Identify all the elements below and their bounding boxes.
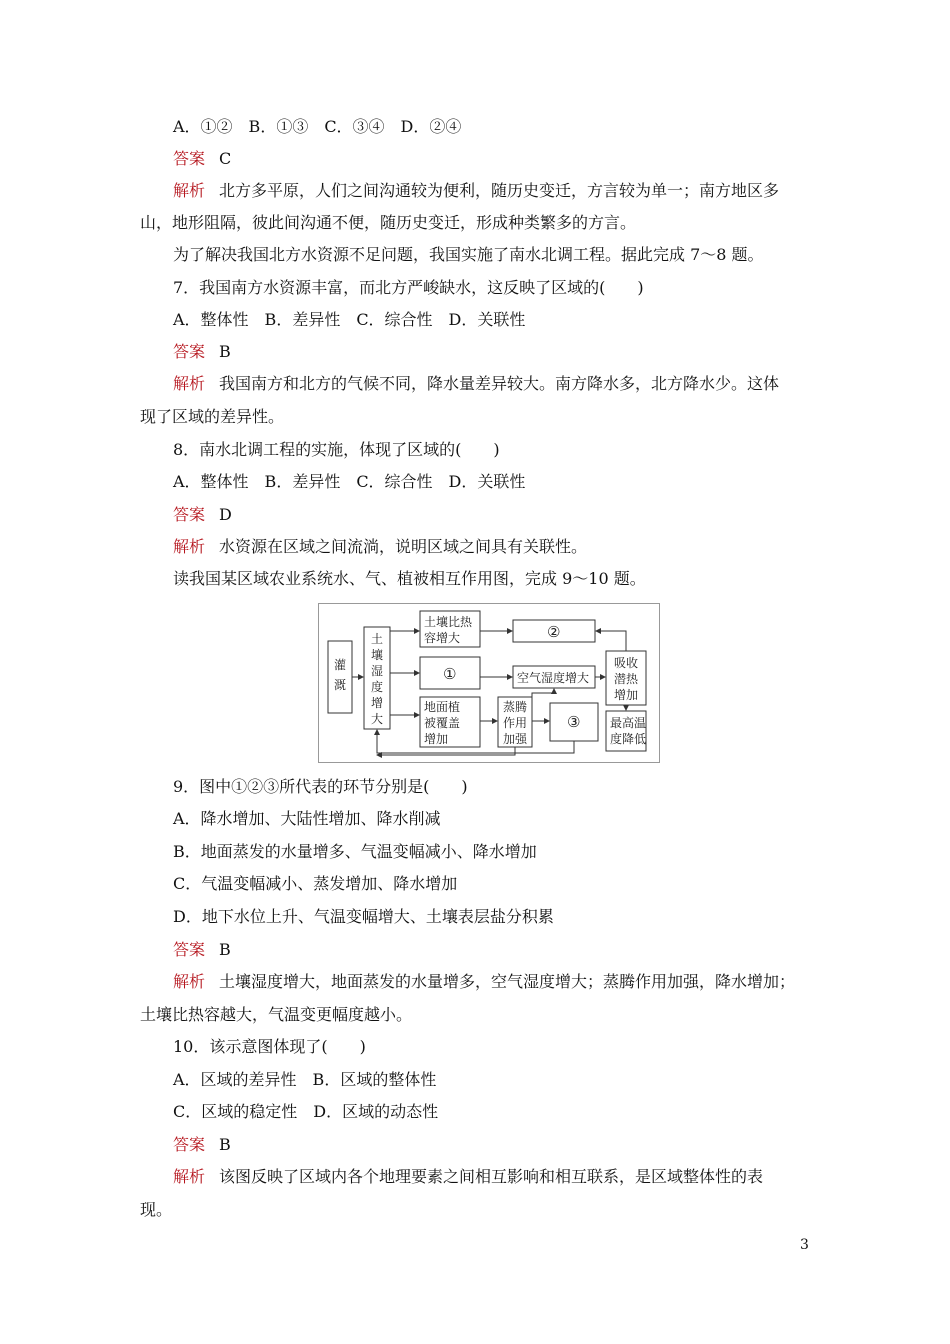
svg-text:增加: 增加 xyxy=(424,732,449,746)
q9-option-a: A．降水增加、大陆性增加、降水削减 xyxy=(173,809,441,828)
svg-text:吸收: 吸收 xyxy=(614,656,639,670)
circle-3: ③ xyxy=(567,713,581,731)
svg-text:土壤比热: 土壤比热 xyxy=(424,615,473,629)
answer-value: B xyxy=(219,342,231,361)
q10-stem: 10．该示意图体现了( ) xyxy=(173,1037,366,1056)
circle-2: ② xyxy=(547,623,561,641)
q9-answer xyxy=(173,940,231,960)
svg-text:容增大: 容增大 xyxy=(424,631,461,645)
q7-analysis xyxy=(173,374,779,394)
svg-text:溉: 溉 xyxy=(334,678,347,692)
svg-text:度: 度 xyxy=(371,680,384,694)
analysis-text: 水资源在区域之间流淌，说明区域之间具有关联性。 xyxy=(219,537,588,556)
svg-text:作用: 作用 xyxy=(503,716,528,730)
q7-analysis-cont: 现了区域的差异性。 xyxy=(140,407,285,426)
svg-text:地面植: 地面植 xyxy=(424,700,461,714)
q9-stem: 9．图中①②③所代表的环节分别是( ) xyxy=(173,777,468,796)
analysis-label: 解析 xyxy=(173,1167,206,1186)
q9-option-b: B．地面蒸发的水量增多、气温变幅减小、降水增加 xyxy=(173,842,537,861)
q7-answer xyxy=(173,342,231,362)
label-air-humidity: 空气湿度增大 xyxy=(517,671,590,685)
q6-analysis-cont: 山，地形阻隔，彼此间沟通不便，随历史变迁，形成种类繁多的方言。 xyxy=(140,213,637,232)
q7-options: A．整体性 B．差异性 C．综合性 D．关联性 xyxy=(173,310,526,329)
svg-text:加强: 加强 xyxy=(503,732,528,746)
answer-label: 答案 xyxy=(173,149,206,168)
q7-stem: 7．我国南方水资源丰富，而北方严峻缺水，这反映了区域的( ) xyxy=(173,278,644,297)
svg-text:增加: 增加 xyxy=(614,688,639,702)
analysis-label: 解析 xyxy=(173,972,206,991)
circle-1: ① xyxy=(443,665,457,683)
svg-text:被覆盖: 被覆盖 xyxy=(424,716,461,730)
svg-text:潜热: 潜热 xyxy=(614,672,639,686)
answer-label: 答案 xyxy=(173,342,206,361)
answer-label: 答案 xyxy=(173,940,206,959)
analysis-label: 解析 xyxy=(173,537,206,556)
analysis-text: 土壤湿度增大，地面蒸发的水量增多，空气湿度增大；蒸腾作用加强，降水增加； xyxy=(219,972,796,991)
q8-analysis xyxy=(173,537,587,557)
svg-text:湿: 湿 xyxy=(371,664,384,678)
q9-analysis-cont: 土壤比热容越大，气温变更幅度越小。 xyxy=(140,1005,413,1024)
q10-analysis-cont: 现。 xyxy=(140,1200,173,1219)
analysis-label: 解析 xyxy=(173,374,206,393)
q10-answer xyxy=(173,1135,231,1155)
q6-options: A．①② B．①③ C．③④ D．②④ xyxy=(173,117,462,136)
analysis-text: 北方多平原，人们之间沟通较为便利，随历史变迁，方言较为单一；南方地区多 xyxy=(219,181,780,200)
answer-value: D xyxy=(219,505,232,524)
page-number: 3 xyxy=(800,1237,809,1253)
answer-label: 答案 xyxy=(173,505,206,524)
q8-options: A．整体性 B．差异性 C．综合性 D．关联性 xyxy=(173,472,526,491)
answer-label: 答案 xyxy=(173,1135,206,1154)
svg-text:最高温: 最高温 xyxy=(610,716,647,730)
label-latent-heat xyxy=(614,655,639,702)
q10-analysis xyxy=(173,1167,763,1187)
label-transpiration xyxy=(503,699,528,746)
q6-analysis xyxy=(173,181,779,201)
svg-text:土: 土 xyxy=(371,632,384,646)
intro-7-8: 为了解决我国北方水资源不足问题，我国实施了南水北调工程。据此完成 7～8 题。 xyxy=(173,245,764,264)
svg-text:蒸腾: 蒸腾 xyxy=(503,700,528,714)
q10-options-ab: A．区域的差异性 B．区域的整体性 xyxy=(173,1070,437,1089)
svg-text:大: 大 xyxy=(371,712,384,726)
q9-option-d: D．地下水位上升、气温变幅增大、土壤表层盐分积累 xyxy=(173,907,554,926)
svg-text:灌: 灌 xyxy=(334,658,347,672)
q9-option-c: C．气温变幅减小、蒸发增加、降水增加 xyxy=(173,874,458,893)
analysis-label: 解析 xyxy=(173,181,206,200)
q8-answer xyxy=(173,505,232,525)
analysis-text: 该图反映了区域内各个地理要素之间相互影响和相互联系，是区域整体性的表 xyxy=(219,1167,764,1186)
q6-answer xyxy=(173,149,231,169)
answer-value: B xyxy=(219,940,231,959)
answer-value: B xyxy=(219,1135,231,1154)
q9-analysis xyxy=(173,972,795,992)
q10-options-cd: C．区域的稳定性 D．区域的动态性 xyxy=(173,1102,439,1121)
intro-9-10: 读我国某区域农业系统水、气、植被相互作用图，完成 9～10 题。 xyxy=(173,569,646,588)
svg-text:增: 增 xyxy=(371,696,384,710)
svg-text:壤: 壤 xyxy=(371,648,384,662)
analysis-text: 我国南方和北方的气候不同，降水量差异较大。南方降水多，北方降水少。这体 xyxy=(219,374,780,393)
svg-text:度降低: 度降低 xyxy=(610,732,647,746)
q8-stem: 8．南水北调工程的实施，体现了区域的( ) xyxy=(173,440,500,459)
interaction-diagram xyxy=(318,603,660,763)
answer-value: C xyxy=(219,149,232,168)
